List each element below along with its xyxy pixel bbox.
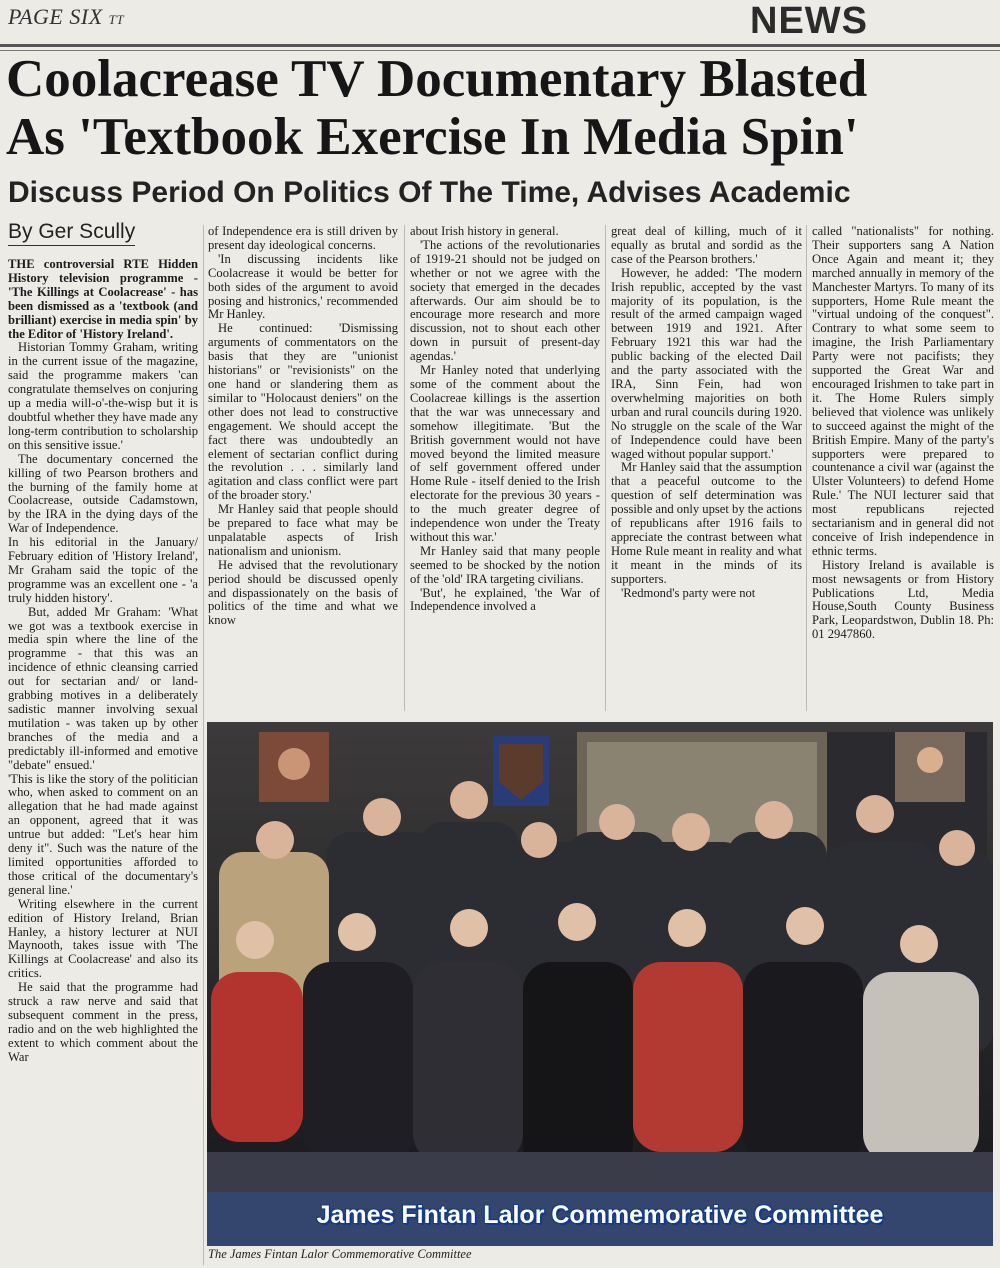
subheadline: Discuss Period On Politics Of The Time, Advises Academic (8, 176, 851, 209)
paragraph: Writing elsewhere in the current edition of History Ireland, Brian Hanley, a history lecturer at NUI Maynooth, takes issue with 'The Killings at Coolacrease' and also its critics. (8, 896, 198, 981)
paragraph: about Irish history in general. (410, 225, 559, 238)
paragraph: 'In discussing incidents like Coolacrease it would be better for both sides of the argument to avoid posing and histronics,' recommended Mr Hanley. (208, 251, 398, 322)
paragraph: The documentary concerned the killing of two Pearson brothers and the burning of the family home at Coolacrease, outside Cadamstown, by the IRA in the dying days of the War of Independence. (8, 451, 198, 536)
article-column-2 (208, 225, 398, 711)
photo-caption: The James Fintan Lalor Commemorative Committee (208, 1247, 472, 1261)
paragraph: Mr Hanley said that many people seemed to be shocked by the notion of the 'old' IRA targeting civilians. (410, 543, 600, 586)
paragraph: great deal of killing, much of it equally as brutal and sordid as the case of the Pearson brothers.' (611, 225, 802, 266)
paragraph: called "nationalists" for nothing. Their supporters sang A Nation Once Again and meant it; they marched annually in memory of the Manchester Martyrs. To many of its supporters, Home Rule meant the "virtual undoing of the conquest". Contrary to what some seem to imagine, the Irish Parliamentary Party were not pacifists; they supported the Great War and encouraged Irishmen to take part in it. The Home Rulers simply believed that violence was unlikely to succeed against the might of the British Empire. Many of the party's supporters were prepared to countenance a civil war (against the Ulster Volunteers) to defend Home Rule.' The NUI lecturer said that most republicans rejected sectarianism and in general did not conceive of Irish independence in ethnic terms. (812, 225, 994, 558)
paragraph: Historian Tommy Graham, writing in the current issue of the magazine, said the programme makers 'can congratulate themselves on conjuring up a media will-o'-the-wisp but it is doubtful whether they have made any long-term contribution to scholarship on this sensitive issue.' (8, 340, 198, 452)
column-rule (605, 225, 606, 711)
group-photo-illustration (207, 722, 993, 1246)
section-label: NEWS (750, 0, 868, 42)
headline-line-1: Coolacrease TV Documentary Blasted (6, 50, 868, 108)
paragraph: He advised that the revolutionary period should be discussed openly and dispassionately on the basis of politics of the time and what we know (208, 557, 398, 628)
lead-paragraph: THE controversial RTE Hidden History television programme - 'The Killings at Coolacrease' - has been dismissed as a 'textbook (and brilliant) exercise in media spin' by the Editor of 'History Ireland'. (8, 258, 198, 341)
paragraph: Mr Hanley said that the assumption that a peaceful outcome to the question of self determination was possible and only upset by the actions of republicans after 1916 fails to appreciate the contrast between what Home Rule meant in reality and what it meant in the minds of its supporters. (611, 460, 802, 586)
group-photo (207, 722, 993, 1246)
column-rule (806, 225, 807, 711)
paragraph: 'The actions of the revolutionaries of 1919-21 should not be judged on whether or not we agree with the society that emerged in the decades afterwards. Our aim should be to encourage more research and more discussion, not to shout each other down in pursuit of present-day agendas.' (410, 237, 600, 364)
headline (6, 50, 996, 166)
paragraph: 'But', he explained, 'the War of Independence involved a (410, 585, 600, 614)
paragraph: Mr Hanley noted that underlying some of the comment about the Coolacreae killings is the assertion that the war was unnecessary and somehow illegitimate. 'But the British government would not have moved beyond the limited measure of self government offered under Home Rule - itself denied to the Irish electorate for the previous 30 years - to the much greater degree of independence won under the Treaty without this war.' (410, 363, 600, 544)
column-rule (404, 225, 405, 711)
paragraph: History Ireland is available is most newsagents or from History Publications Ltd, Media House,South County Business Park, Leopardstwon, Dublin 18. Ph: 01 2947860. (812, 557, 994, 642)
article-column-1 (8, 258, 198, 1266)
page-label: PAGE SIX (8, 4, 103, 29)
paragraph: But, added Mr Graham: 'What we got was a textbook exercise in media spin where the line of the programme - that this was an incidence of ethnic cleansing carried out for sectarian and/ or land-grabbing motives in a deliberately sadistic manner involving sexual mutilation - was taken up by other branches of the media and a predictably ill-informed and emotive "debate" ensued.' (8, 604, 198, 772)
paragraph: However, he added: 'The modern Irish republic, accepted by the vast majority of its population, is the result of the armed campaign waged between 1919 and 1921. After February 1921 this war had the public backing of the elected Dail and the party associated with the IRA, Sinn Fein, had won overwhelming majorities on both urban and rural councils during 1920. No struggle on the scale of the War of Independence could have been waged without popular support.' (611, 265, 802, 461)
paragraph: of Independence era is still driven by present day ideological concerns. (208, 225, 398, 252)
masthead-rule (0, 44, 1000, 47)
article-column-5 (812, 225, 994, 711)
paragraph: 'This is like the story of the politician who, when asked to comment on an allegation that he had made against an opponent, agreed that it was untrue but added: "Let's hear him deny it". Such was the nature of the limited opportunities afforded to those critical of the documentary's general line.' (8, 771, 198, 897)
paragraph: He said that the programme had struck a raw nerve and said that subsequent comment in the press, radio and on the web highlighted the extent to which comment about the War (8, 980, 198, 1064)
paragraph: Mr Hanley said that people should be prepared to face what may be unpalatable aspects of Irish nationalism and unionism. (208, 502, 398, 558)
headline-line-2: As 'Textbook Exercise In Media Spin' (6, 108, 859, 166)
article-column-3 (410, 225, 600, 711)
photo-banner: James Fintan Lalor Commemorative Committee (316, 1201, 884, 1229)
paragraph: He continued: 'Dismissing arguments of commentators on the basis that they are "unionist historians" or "revisionists" on the one hand or slandering them as similar to "Holocaust deniers" on the other does not lead to constructive engagement. We should accept the fact there was undoubtedly an element of sectarian conflict during the revolution . . . similarly land agitation and class conflict were part of the broader story.' (208, 321, 398, 503)
masthead (0, 0, 1000, 44)
article-column-4 (611, 225, 802, 711)
paragraph: 'Redmond's party were not (621, 585, 756, 600)
page-suffix: TT (108, 12, 125, 27)
column-rule (203, 225, 204, 1265)
page-number (8, 4, 124, 30)
paragraph: In his editorial in the January/ February edition of 'History Ireland', Mr Graham said the topic of the programme was an excellent one - 'a truly hidden history'. (8, 535, 198, 605)
byline: By Ger Scully (8, 220, 135, 246)
